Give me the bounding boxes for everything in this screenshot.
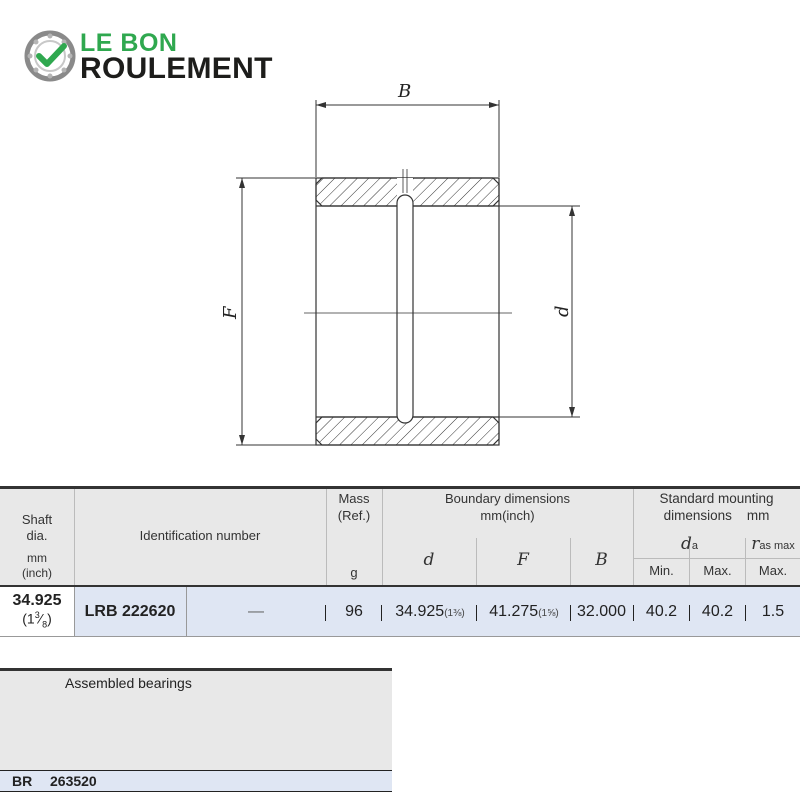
row-id: LRB 222620 xyxy=(84,603,176,620)
row-b: 32.000 xyxy=(577,603,626,620)
row-shaft-inch: $(1^3⁄_8)$ xyxy=(22,610,52,630)
row-d-value: 34.925 xyxy=(395,603,445,620)
header-shaft-unit-inch: (inch) xyxy=(21,566,52,580)
header-identification: Identification number xyxy=(139,528,261,543)
row-da-min: 40.2 xyxy=(645,603,678,620)
dim-label-d: d xyxy=(552,305,573,317)
bearing-drawing xyxy=(200,75,600,455)
header-boundary-unit: mm(inch) xyxy=(480,508,535,523)
assembled-bearings-table xyxy=(0,668,392,793)
header-da-min: Min. xyxy=(649,563,674,578)
header-mass-ref: (Ref.) xyxy=(337,508,371,523)
dim-label-b: B xyxy=(398,81,412,102)
dim-label-f: F xyxy=(220,306,241,319)
header-shaft-unit: mm xyxy=(27,551,47,565)
header-mounting: Standard mounting xyxy=(659,491,774,506)
header-da xyxy=(634,536,745,554)
brand-line1: LE BON xyxy=(80,29,178,57)
header-mass-unit: g xyxy=(350,565,358,580)
assembled-row xyxy=(0,770,392,792)
header-da-max: Max. xyxy=(703,563,732,578)
header-da-symbol: d xyxy=(680,534,692,554)
row-shaft-mm: 34.925 xyxy=(12,592,62,609)
row-id-2: — xyxy=(248,603,264,620)
header-ras-sub: as max xyxy=(759,540,795,552)
header-ras xyxy=(746,536,800,554)
row-d-inch: (1⅜) xyxy=(444,608,465,619)
header-ras-symbol: r xyxy=(751,534,760,554)
row-shaft-inch-den: 8 xyxy=(42,619,48,630)
row-shaft-inch-open: (1 xyxy=(22,610,35,627)
assembled-header xyxy=(0,668,392,770)
header-col-d: d xyxy=(423,550,435,570)
bearing-check-icon xyxy=(24,30,76,82)
brand-line2: ROULEMENT xyxy=(80,52,273,85)
assembled-title: Assembled bearings xyxy=(65,675,192,691)
row-da-max: 40.2 xyxy=(701,603,734,620)
row-mass: 96 xyxy=(345,603,363,620)
header-shaft-2: dia. xyxy=(26,528,48,543)
row-shaft-inch-close: ) xyxy=(47,610,52,627)
row-shaft-inch-num: 3 xyxy=(34,610,40,620)
header-da-sub: a xyxy=(691,540,698,552)
assembled-code: BR xyxy=(12,773,33,789)
row-f-value: 41.275 xyxy=(489,603,539,620)
row-f-inch: (1⅝) xyxy=(538,608,559,619)
row-ras-max: 1.5 xyxy=(761,603,785,620)
row-d xyxy=(384,603,476,621)
row-f xyxy=(478,603,570,621)
header-col-b: B xyxy=(595,550,608,570)
header-shaft-1: Shaft xyxy=(21,512,53,527)
assembled-number: 263520 xyxy=(50,773,97,789)
header-col-f: F xyxy=(517,550,529,570)
header-boundary: Boundary dimensions xyxy=(444,491,571,506)
header-mass: Mass xyxy=(338,491,370,506)
header-mounting-unit: dimensions mm xyxy=(663,508,770,523)
header-ras-max: Max. xyxy=(758,563,788,578)
dimension-table xyxy=(0,486,800,638)
